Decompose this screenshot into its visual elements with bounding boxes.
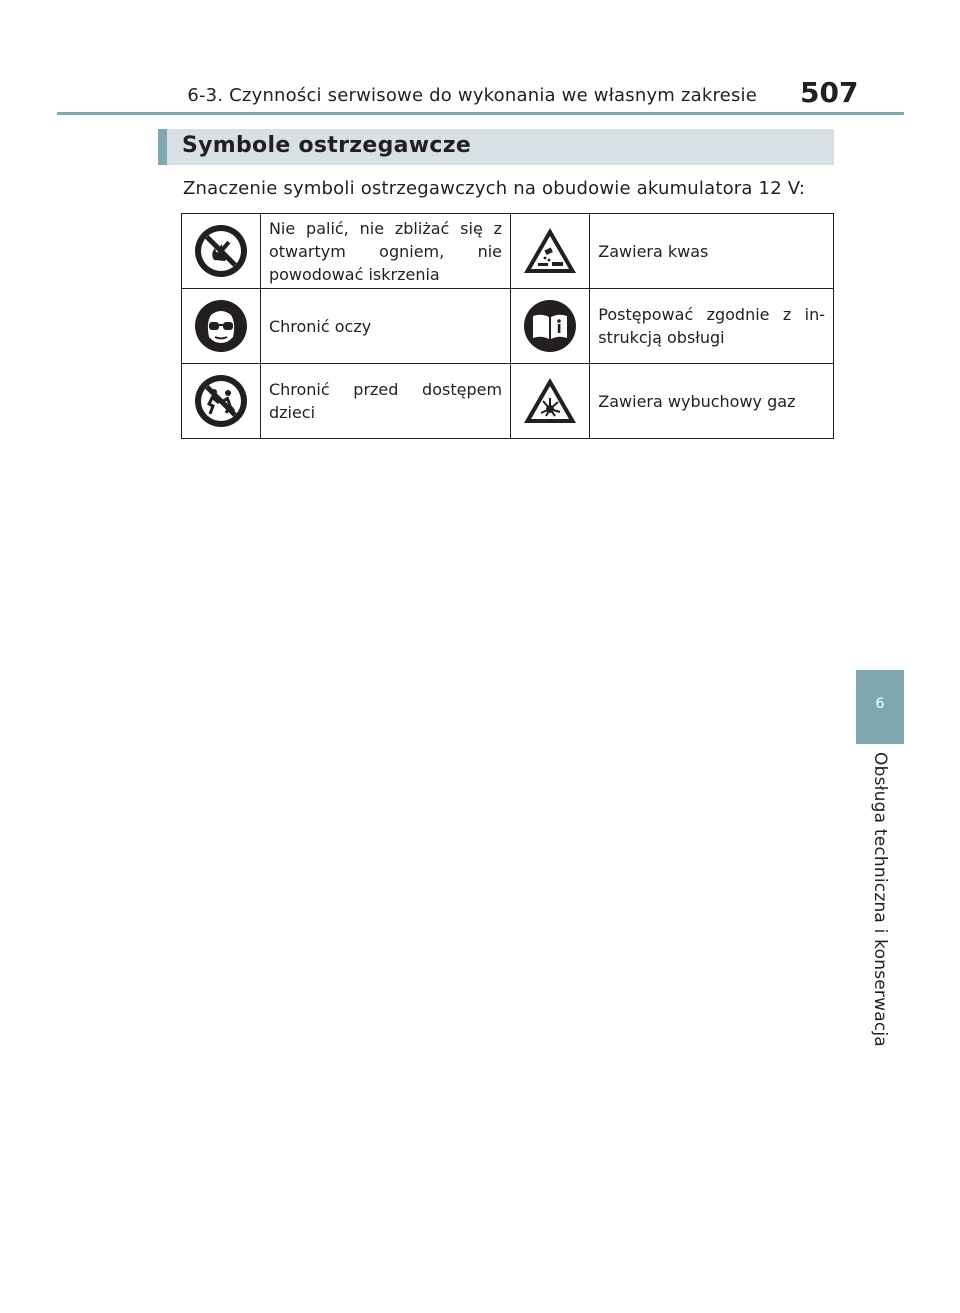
page-number: 507 [800,76,859,109]
table-row [182,289,834,364]
header-divider [57,112,904,115]
symbol-description: Nie palić, nie zbliżać się z otwartym ogniem, nie powodować iskrzenia [260,214,510,289]
symbol-icon-cell [511,289,590,364]
table-row [182,214,834,289]
symbol-description: Chronić przed dostępem dzieci [260,364,510,439]
table-row [182,364,834,439]
explosive-gas-icon [521,375,579,427]
no-smoking-no-flame-icon [194,224,248,278]
symbol-icon-cell [182,289,261,364]
symbol-icon-cell [511,364,590,439]
symbol-description: Zawiera kwas [590,214,834,289]
section-title: Symbole ostrzegawcze [182,133,472,158]
chapter-tab-number: 6 [875,696,885,712]
symbol-icon-cell [182,364,261,439]
chapter-side-label [860,752,900,1047]
symbol-icon-cell [182,214,261,289]
section-header [158,129,834,165]
warning-symbols-table [181,213,834,439]
intro-text: Znaczenie symboli ostrzegawczych na obudowie akumulatora 12 V: [183,178,806,199]
read-manual-icon [523,299,577,353]
symbol-description: Postępować zgodnie z in-strukcją obsługi [590,289,834,364]
acid-hazard-icon [521,225,579,277]
eye-protection-icon [194,299,248,353]
symbol-description: Chronić oczy [260,289,510,364]
chapter-tab [856,670,904,744]
symbol-icon-cell [511,214,590,289]
keep-away-children-icon [194,374,248,428]
chapter-side-label-text: Obsługa techniczna i konserwacja [870,752,890,1047]
chapter-title: 6-3. Czynności serwisowe do wykonania we własnym zakresie [187,85,757,106]
symbol-description: Zawiera wybuchowy gaz [590,364,834,439]
